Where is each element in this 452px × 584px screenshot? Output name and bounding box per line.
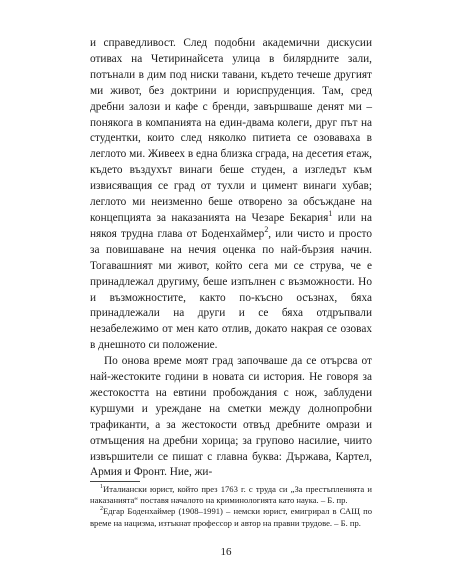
footnote-ref: 1 [328, 209, 333, 219]
paragraph [90, 354, 372, 481]
footnotes [90, 484, 372, 529]
text-run: , или чисто и просто за повишаване на нечия оценка по най-бързия начин. Тогавашният ми живот, който сега ми се струва, че е принадлежал другиму, беше изпълнен с възможности. Но и възможностите, както по-късно осъзнах, бяха принадлежали на други и се бяха отдръпвали незабележимо от мен като отлив, докато накрая се озовах в днешното си положение. [90, 227, 372, 352]
footnote [90, 506, 372, 528]
text-run: и справедливост. След подобни академични дискусии отивах на Четиринайсета улица в билярдните зали, потънали в дим под ниски тавани, където течеше другият ми живот, без доктрини и юриспруденция. Там, сред дребни залози и кафе с бренди, завършваше денят ми – понякога в компанията на един-двама колеги, друг път на студентки, които след няколко питиета се озоваваха в леглото ми. Живеех в една близка сграда, на десетия етаж, където въздухът винаги беше студен, а изгледът към извисяващия се град от тухли и цимент винаги хубав; леглото ми неизменно беше отворено за обсъждане на концепцията за наказанията на Чезаре Бекария [90, 37, 372, 224]
footnote-text: Италиански юрист, който през 1763 г. с труда си „За престъпленията и наказанията“ поставя началото на криминологията като наука. – Б. пр. [90, 484, 372, 506]
footnote-text: Едгар Боденхаймер (1908–1991) – немски юрист, емигрирал в САЩ по време на нацизма, изтъкнат профессор и автор на правни трудове. – Б. пр. [90, 506, 372, 528]
main-text [90, 36, 372, 481]
text-run: По онова време моят град започваше да се отърсва от най-жестоките години в новата си история. Не говоря за жестокостта на евтини пробождания с нож, заблудени куршуми и уреждане на сметки между долнопробни трафиканти, а за жестокости отвъд дребните омрази и отмъщения на дребни хорица; за групово насилие, чиито извършители се пишат с главна буква: Държава, Картел, Армия и Фронт. Ние, жи- [90, 355, 372, 479]
paragraph [90, 36, 372, 354]
footnote-number: 1 [100, 484, 104, 491]
text-run: или на някоя трудна глава от Боденхаймер [90, 211, 372, 240]
footnote-ref: 2 [264, 225, 269, 235]
footnote [90, 484, 372, 506]
page-number: 16 [220, 546, 232, 558]
footnote-separator [90, 481, 140, 482]
footnote-number: 2 [100, 506, 104, 513]
